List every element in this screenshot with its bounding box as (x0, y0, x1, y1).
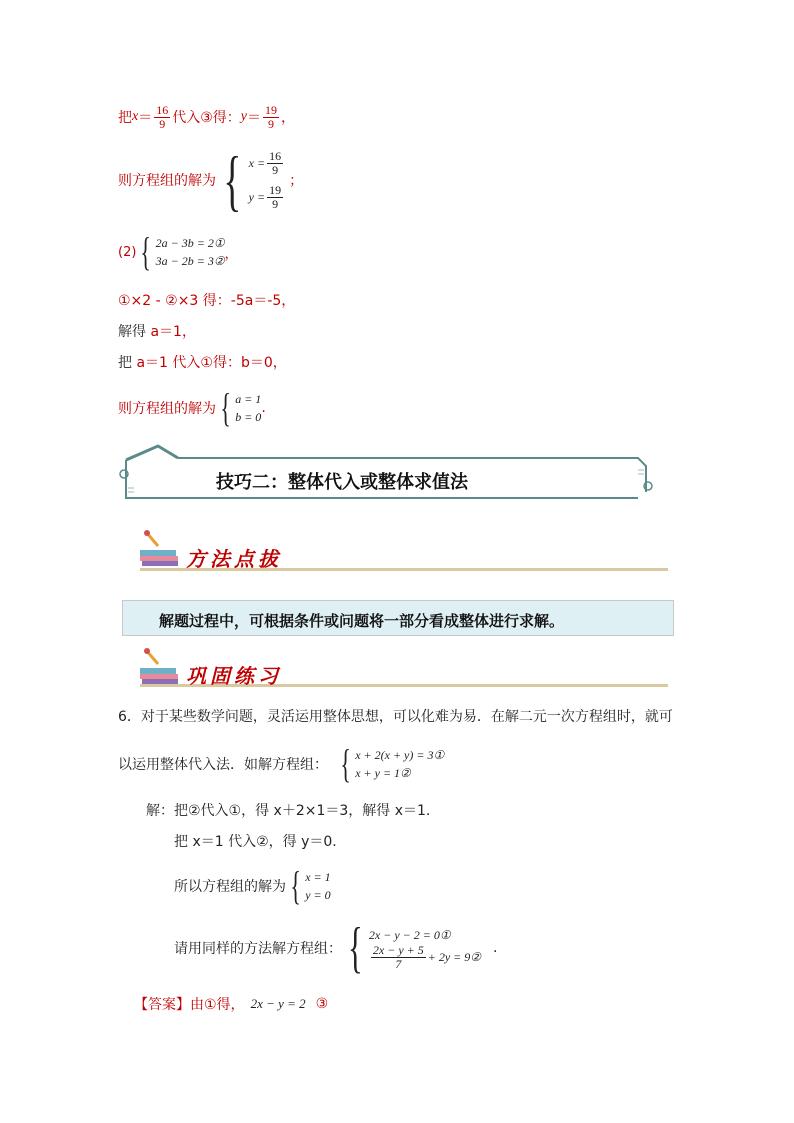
q6-request-system: { 2x − y − 2 = 0① $\frac{2x - y + 5}{7}$ + 2y = 9② (348, 917, 482, 979)
equals: ＝ (138, 110, 153, 126)
line-1 (118, 100, 295, 134)
left-brace-icon: { (348, 917, 363, 979)
q6-solution-3: 所以方程组的解为 { x = 1 y = 0 (174, 863, 331, 908)
part-2: (2) { 2a − 3b = 2① 3a − 2b = 3② ， (118, 229, 238, 274)
step-4: 则方程组的解为 { a = 1 b = 0 . (118, 385, 266, 430)
q6-system: { x + 2(x + y) = 3① x + y = 1② (340, 741, 445, 786)
fraction-16-9: $\frac{16}{9}$ (156, 102, 169, 131)
books-icon (136, 646, 182, 688)
step-1: ①×2 - ②×3 得：-5a＝-5， (118, 293, 296, 309)
method-title: 方法点拔 (186, 547, 282, 571)
answer-label: 【答案】 (134, 997, 190, 1013)
tip-text: 解题过程中，可根据条件或问题将一部分看成整体进行求解。 (159, 612, 565, 630)
banner-title: 技巧二：整体代入或整体求值法 (216, 472, 468, 493)
equals-2: ＝ (247, 110, 261, 126)
left-brace-icon: { (220, 385, 231, 430)
q6-request: 请用同样的方法解方程组： { 2x − y − 2 = 0① $\frac{2x - y + 5}{7}$ + 2y = 9② . (174, 917, 498, 979)
tip-box (122, 600, 674, 636)
part-2-label: (2) (118, 244, 137, 260)
line-1-post: ， (281, 110, 295, 126)
line-1-mid: 代入③得： (172, 110, 241, 126)
line-2 (118, 143, 303, 217)
q6-line-2: 以运用整体代入法．如解方程组： { x + 2(x + y) = 3① x + y = 1② (118, 741, 445, 786)
left-brace-icon: { (290, 863, 301, 908)
left-brace-icon: { (223, 142, 242, 218)
books-icon (136, 528, 182, 570)
line-2-post: ； (289, 173, 304, 189)
solution-system: { x = $\frac{16}{9}$ y = $\frac{19}{9}$ (223, 142, 282, 218)
q6-line-1: 6．对于某些数学问题，灵活运用整体思想，可以化难为易．在解二元一次方程组时，就可 (118, 709, 673, 725)
left-brace-icon: { (140, 229, 152, 274)
solution-label: 则方程组的解为 (118, 173, 216, 189)
step-3: 把 a＝1 代入①得：b＝0， (118, 355, 287, 371)
q6-solution-system: { x = 1 y = 0 (290, 863, 331, 908)
q6-solution-2: 把 x＝1 代入②，得 y＝0. (174, 834, 337, 850)
practice-title: 巩固练习 (186, 664, 282, 688)
y-var: y (240, 109, 247, 124)
part-2-system: { 2a − 3b = 2① 3a − 2b = 3② (140, 229, 225, 274)
step-2: 解得 a＝1， (118, 324, 196, 340)
fraction-19-9: $\frac{19}{9}$ (265, 102, 277, 131)
q6-solution-1: 解：把②代入①，得 x＋2×1＝3，解得 x＝1. (146, 803, 431, 819)
q6-answer: 【答案】 由①得， 2x − y = 2 ③ (134, 996, 329, 1013)
line-1-pre: 把 (118, 110, 132, 126)
step-4-system: { a = 1 b = 0 (220, 385, 262, 430)
x-var: x (132, 109, 139, 124)
left-brace-icon: { (340, 741, 351, 786)
